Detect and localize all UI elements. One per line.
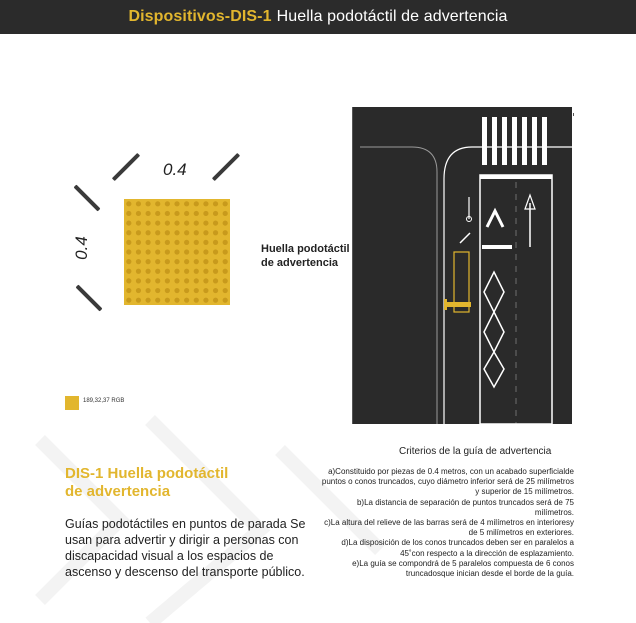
dimension-tick-left-top <box>74 185 101 212</box>
dimension-tick-left-bottom <box>76 285 103 312</box>
callout-label <box>261 242 350 270</box>
main-title-line2: de advertencia <box>65 483 171 500</box>
criteria-item-a: a)Constituido por piezas de 0.4 metros, con un acabado superficialde puntos o conos truncados, cuyo diámetro inferior será de 25 milímetros y superior de 15 milímetros. <box>321 467 574 497</box>
header-title: Huella podotáctil de advertencia <box>276 8 508 25</box>
criteria-title: Criterios de la guía de advertencia <box>399 446 552 457</box>
callout-label-line1: Huella podotáctil <box>261 243 350 255</box>
criteria-item-b: b)La distancia de separación de puntos truncados será de 75 milímetros. <box>356 497 574 517</box>
street-plan-diagram <box>352 107 572 424</box>
criteria-item-e: e)La guía se compondrá de 5 paralelos compuesta de 6 conos truncadosque inician desde el borde de la guía. <box>352 558 574 579</box>
header-code: Dispositivos-DIS-1 <box>128 8 272 25</box>
criteria-item-c: c)La altura del relieve de las barras será de 4 milímetros en interioresy de 5 milímetros en exteriores. <box>324 518 574 538</box>
tactile-tile <box>124 199 230 305</box>
color-swatch-label: 189,32,37 RGB <box>83 398 125 404</box>
dimension-tick-top-right <box>212 153 240 181</box>
main-title <box>65 465 228 501</box>
dimension-tick-top-left <box>112 153 140 181</box>
main-title-line1: DIS-1 Huella podotáctil <box>65 465 229 482</box>
main-description: Guías podotáctiles en puntos de parada Se usan para advertir y dirigir a personas con discapacidad visual a los espacios de ascenso y descenso del transporte público. <box>65 517 306 579</box>
criteria-list <box>318 467 574 579</box>
tile-width-dimension: 0.4 <box>163 160 187 179</box>
tile-height-dimension: 0.4 <box>71 236 91 260</box>
criteria-item-d: d)La disposición de los conos truncados deben ser en paralelos a 45˚con respecto a la dirección de esplazamiento. <box>341 538 574 558</box>
color-swatch <box>65 396 79 410</box>
page-header <box>0 0 636 34</box>
callout-label-line2: de advertencia <box>261 257 339 269</box>
crop-mark-top <box>573 113 574 116</box>
